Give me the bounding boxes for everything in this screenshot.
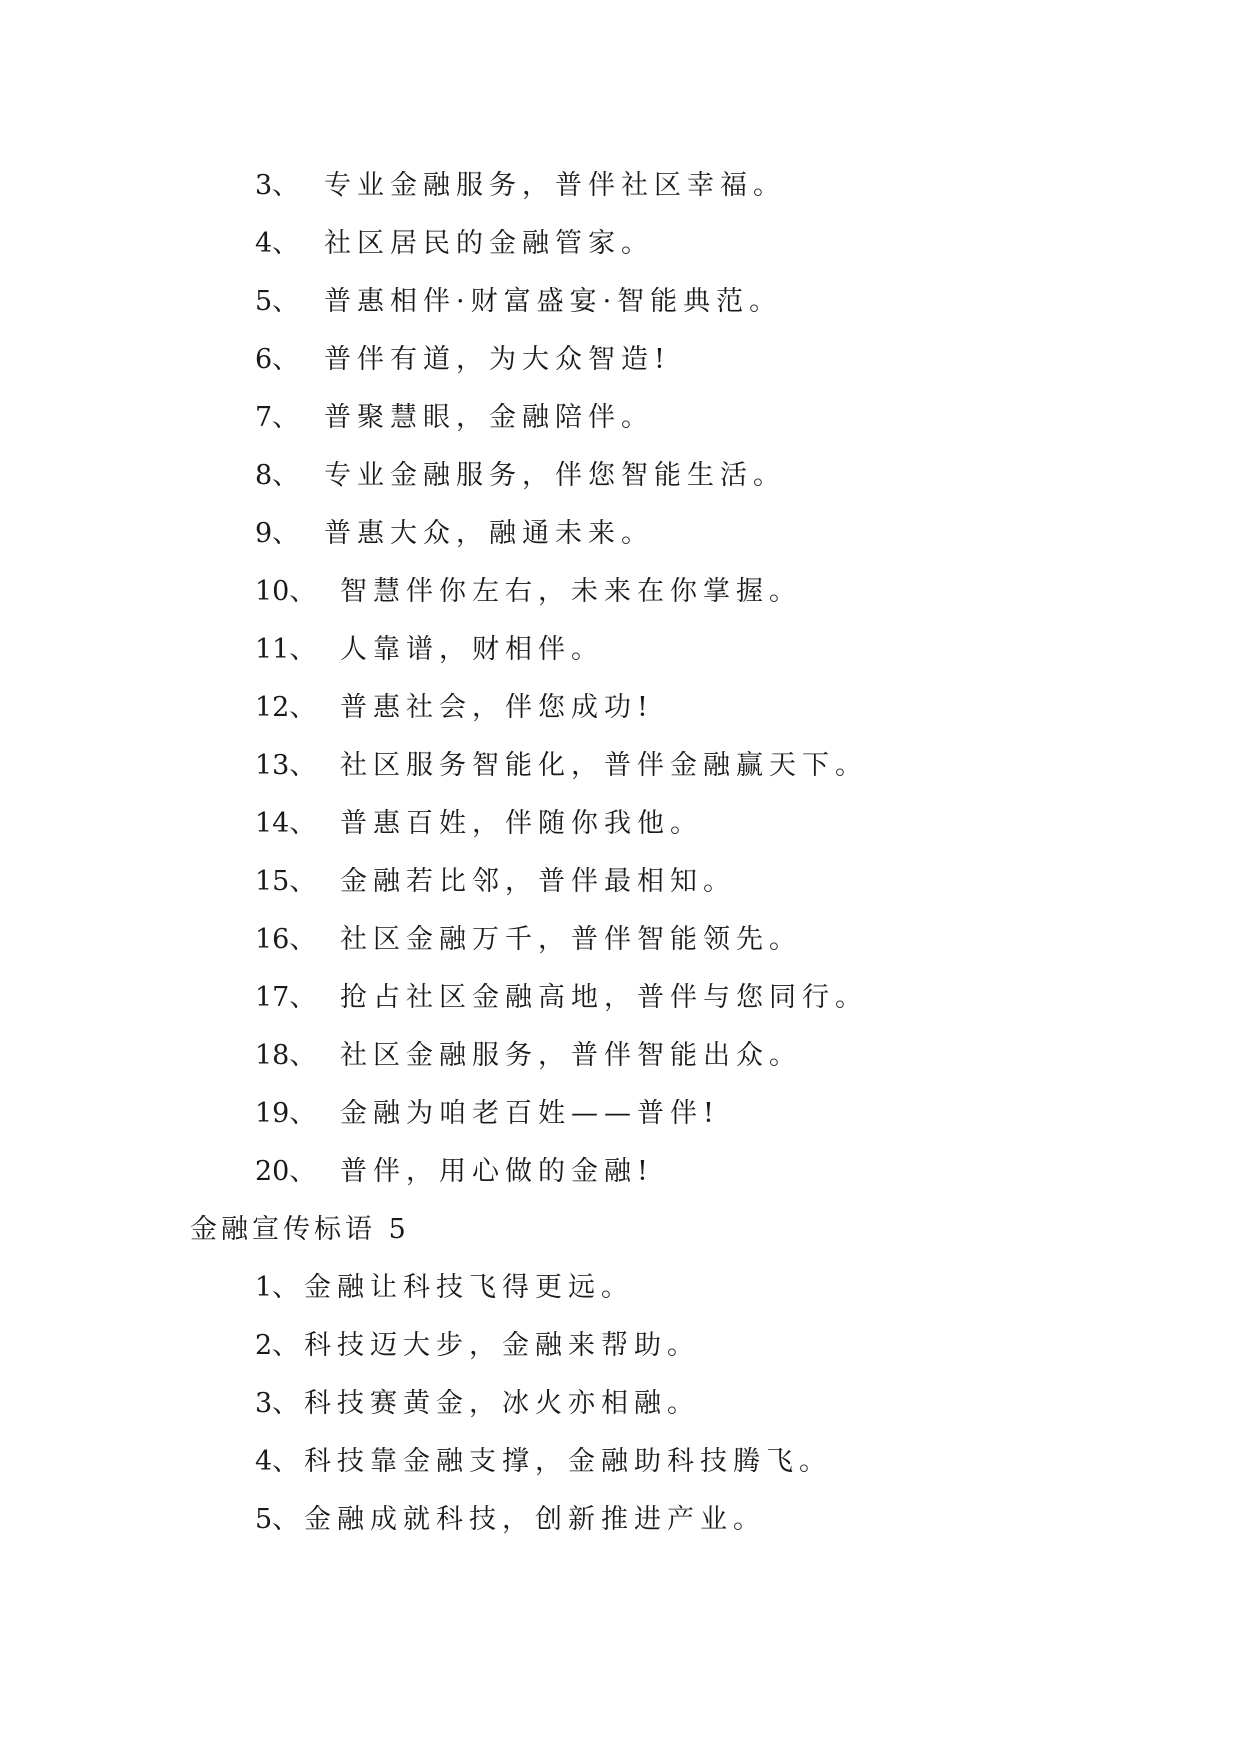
- item-text: 社区金融服务，普伴智能出众。: [340, 1040, 802, 1071]
- item-number: 4、: [255, 228, 300, 259]
- item-text: 普惠社会，伴您成功!: [340, 692, 654, 723]
- item-number: 18、: [255, 1040, 317, 1071]
- item-text: 人靠谱，财相伴。: [340, 634, 604, 665]
- item-number: 20、: [255, 1156, 317, 1187]
- item-text: 抢占社区金融高地，普伴与您同行。: [340, 982, 868, 1013]
- item-text: 普伴，用心做的金融!: [340, 1156, 654, 1187]
- item-number: 12、: [255, 692, 317, 723]
- item-text: 社区服务智能化，普伴金融赢天下。: [340, 750, 868, 781]
- item-number: 3、: [255, 1388, 300, 1419]
- item-number: 11、: [255, 634, 317, 665]
- item-text: 金融成就科技，创新推进产业。: [304, 1504, 766, 1535]
- item-text: 金融若比邻，普伴最相知。: [340, 866, 736, 897]
- item-number: 5、: [255, 1504, 300, 1535]
- item-text: 科技赛黄金，冰火亦相融。: [304, 1388, 700, 1419]
- item-text: 普惠大众，融通未来。: [324, 518, 654, 549]
- item-number: 2、: [255, 1330, 300, 1361]
- item-number: 10、: [255, 576, 317, 607]
- item-number: 5、: [255, 286, 300, 317]
- item-text: 智慧伴你左右，未来在你掌握。: [340, 576, 802, 607]
- item-number: 15、: [255, 866, 317, 897]
- item-text: 科技迈大步，金融来帮助。: [304, 1330, 700, 1361]
- item-text: 社区居民的金融管家。: [324, 228, 654, 259]
- item-text: 金融让科技飞得更远。: [304, 1272, 634, 1303]
- item-text: 普伴有道，为大众智造!: [324, 344, 671, 375]
- item-text: 普惠百姓，伴随你我他。: [340, 808, 703, 839]
- item-text: 科技靠金融支撑，金融助科技腾飞。: [304, 1446, 832, 1477]
- item-number: 9、: [255, 518, 300, 549]
- item-text: 专业金融服务，伴您智能生活。: [324, 460, 786, 491]
- item-number: 13、: [255, 750, 317, 781]
- item-number: 1、: [255, 1272, 300, 1303]
- item-number: 17、: [255, 982, 317, 1013]
- item-text: 社区金融万千，普伴智能领先。: [340, 924, 802, 955]
- item-number: 19、: [255, 1098, 317, 1129]
- section-heading: 金融宣传标语 5: [190, 1214, 410, 1245]
- item-number: 7、: [255, 402, 300, 433]
- item-number: 14、: [255, 808, 317, 839]
- item-number: 16、: [255, 924, 317, 955]
- item-number: 4、: [255, 1446, 300, 1477]
- item-text: 金融为咱老百姓——普伴!: [340, 1098, 720, 1129]
- item-number: 3、: [255, 170, 300, 201]
- item-text: 专业金融服务，普伴社区幸福。: [324, 170, 786, 201]
- item-number: 8、: [255, 460, 300, 491]
- item-text: 普聚慧眼，金融陪伴。: [324, 402, 654, 433]
- item-number: 6、: [255, 344, 300, 375]
- item-text: 普惠相伴·财富盛宴·智能典范。: [324, 286, 783, 317]
